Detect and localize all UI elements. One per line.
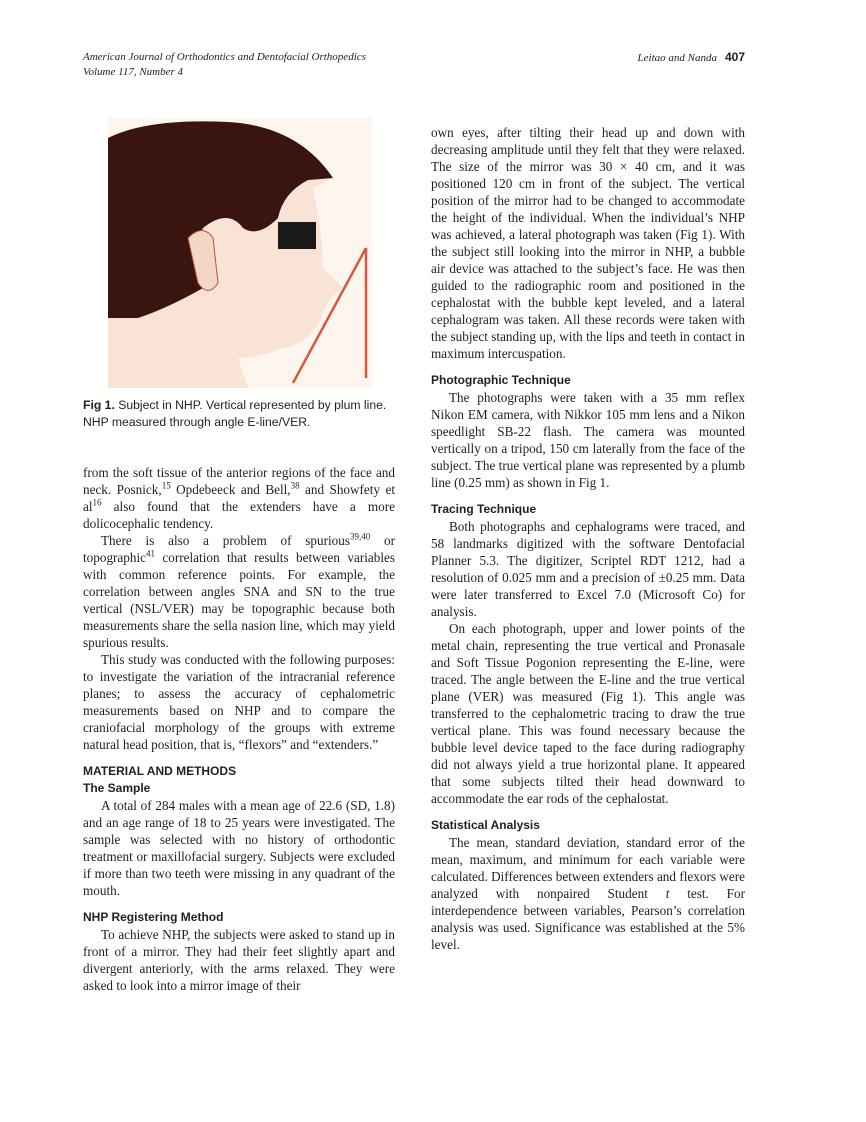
paragraph: The mean, standard deviation, standard error of the mean, maximum, and minimum for each variable were calculated. Differences between extenders and flexors were analyzed with nonpaired Student t test. For interdependence between variables, Pearson’s correlation analysis was used. Significance was established at the 5% level. — [431, 835, 745, 952]
authors: Leitao and Nanda — [637, 52, 717, 64]
left-column — [83, 464, 395, 994]
running-header-authors — [638, 50, 745, 66]
paragraph: Both photographs and cephalograms were traced, and 58 landmarks digitized with the software Dentofacial Planner 5.3. The digitizer, Scriptel RDT 1212, had a resolution of 0.025 mm and a precision of ±0.25 mm. Data were later transferred to Excel 7.0 (Microsoft Co) for analysis. — [431, 519, 745, 619]
subsection-heading: Statistical Analysis — [431, 818, 540, 832]
paragraph: The photographs were taken with a 35 mm reflex Nikon EM camera, with Nikkor 105 mm lens and a Nikon speedlight SB-22 flash. The camera was mounted vertically on a tripod, 150 cm laterally from the face of the subject. The true vertical plane was represented by a plumb line (0.25 mm) as shown in Fig 1. — [431, 390, 745, 490]
figure-label: Fig 1. — [83, 398, 115, 412]
paragraph: This study was conducted with the following purposes: to investigate the variation of the intracranial reference planes; to assess the accuracy of cephalometric measurements based on NHP and to compare the craniofacial morphology of the groups with extreme natural head position, that is, “flexors” and “extenders.” — [83, 652, 395, 752]
paragraph: On each photograph, upper and lower points of the metal chain, representing the true vertical and Pronasale and Soft Tissue Pogonion representing the E-line, were traced. The angle between the E-line and the true vertical plane (VER) was measured (Fig 1). This angle was transferred to the cephalometric tracing to draw the true vertical plane. This was found necessary because the bubble level device taped to the face during radiography did not always yield a true horizontal plane. It appeared that some subjects tilted their head downward to accommodate the ear rods of the cephalostat. — [431, 621, 745, 806]
subsection-heading: NHP Registering Method — [83, 910, 224, 924]
section-heading: MATERIAL AND METHODS — [83, 764, 237, 778]
subsection-heading: Tracing Technique — [431, 502, 537, 516]
paragraph: To achieve NHP, the subjects were asked to stand up in front of a mirror. They had their feet slightly apart and divergent anteriorly, with the arms relaxed. They were asked to look into a mirror image of their — [83, 927, 395, 993]
subsection-heading: The Sample — [83, 781, 151, 795]
page-number: 407 — [724, 50, 745, 64]
paragraph: A total of 284 males with a mean age of 22.6 (SD, 1.8) and an age range of 18 to 25 years were investigated. The sample was selected with no history of orthodontic treatment or maxillofacial surgery. Subjects were excluded if more than two teeth were missing in any quadrant of the mouth. — [83, 798, 395, 898]
running-header-journal — [83, 50, 366, 80]
journal-volume: Volume 117, Number 4 — [83, 66, 184, 78]
paragraph: There is also a problem of spurious$^{39,40}$ or topographic$^{41}$ correlation that results between variables with common reference points. For example, the correlation between angles SNA and SN to the true vertical (NSL/VER) may be topographic because both measurements share the sella nasion line, which may yield spurious results. — [83, 531, 395, 650]
paragraph: own eyes, after tilting their head up and down with decreasing amplitude until they felt that they were relaxed. The size of the mirror was 30 × 40 cm, and it was positioned 120 cm in front of the subject. The vertical position of the mirror had to be changed to accommodate the height of the individual. When the individual’s NHP was achieved, a lateral photograph was taken (Fig 1). With the subject still looking into the mirror in NHP, a bubble air device was attached to the subject’s face. He was then guided to the radiographic room and positioned in the cephalostat with the bubble kept leveled, and a lateral cephalogram was taken. All these records were taken with the subject standing up, with the lips and teeth in contact in maximum intercuspation. — [431, 125, 745, 361]
caption-text: Subject in NHP. Vertical represented by plum line. NHP measured through angle E-line/VER. — [83, 398, 387, 429]
journal-title: American Journal of Orthodontics and Dentofacial Orthopedics — [83, 51, 366, 63]
figure-1-photo — [108, 118, 372, 388]
right-column — [431, 124, 745, 953]
figure-1-caption — [83, 397, 403, 431]
paragraph: from the soft tissue of the anterior regions of the face and neck. Posnick,$^{15}$ Opdebeeck and Bell,$^{38}$ and Showfety et $al^{16}$ also found that the extenders have a more dolicocephalic tendency. — [83, 465, 395, 531]
subsection-heading: Photographic Technique — [431, 373, 571, 387]
eye-censor-bar — [278, 222, 316, 249]
